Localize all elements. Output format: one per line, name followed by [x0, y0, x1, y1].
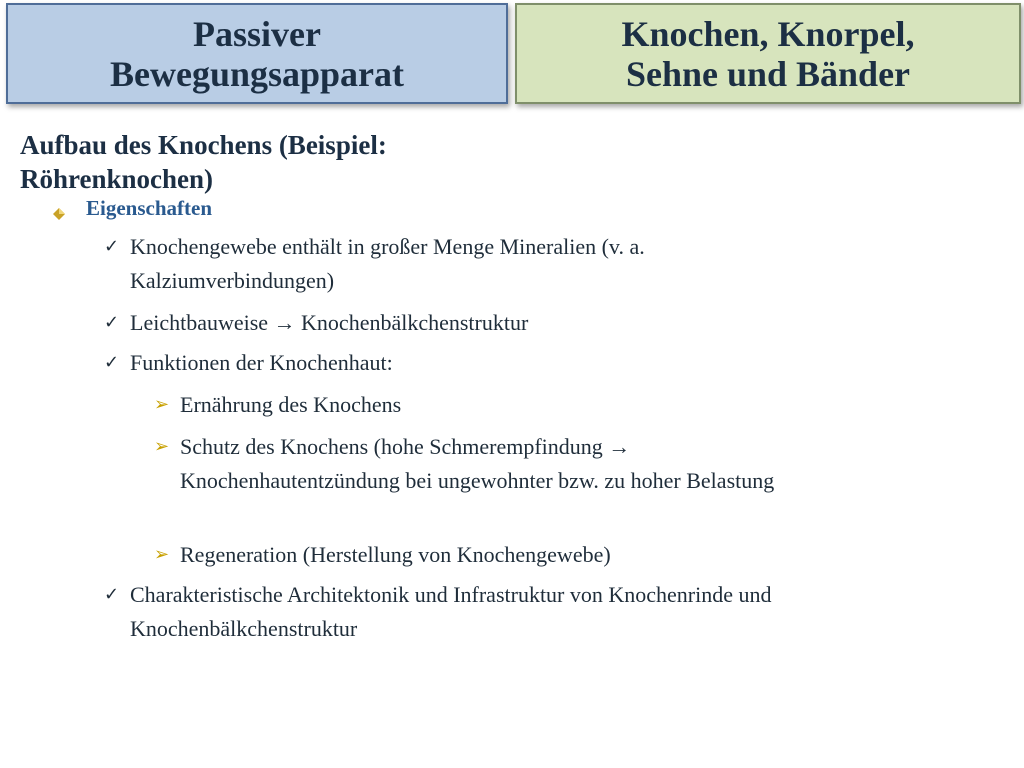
- arrow-bullet-icon: ➢: [154, 436, 170, 457]
- header-right-title-line1: Knochen, Knorpel,: [621, 13, 915, 54]
- check-icon: ✓: [104, 352, 120, 373]
- header-right-box: [515, 3, 1021, 104]
- header-right-title-line2: Sehne und Bänder: [625, 53, 911, 94]
- check-icon: ✓: [104, 584, 120, 605]
- list-item: [154, 388, 954, 422]
- list-item-text: Ernährung des Knochens: [180, 392, 402, 417]
- header-left-box: [6, 3, 508, 104]
- list-item-text: Funktionen der Knochenhaut:: [130, 350, 393, 375]
- section-title: Aufbau des Knochens (Beispiel: Röhrenknochen): [20, 130, 387, 194]
- list-item-text: Regeneration (Herstellung von Knochengewebe): [180, 542, 611, 567]
- list-item: [104, 346, 964, 380]
- list-heading-label: Eigenschaften: [86, 196, 212, 220]
- list-heading: [52, 196, 212, 221]
- list-item-text: Schutz des Knochens (hohe Schmerempfindung → Knochenhautentzündung bei ungewohnter bzw. zu hoher Belastung: [180, 434, 775, 493]
- header-left-title: Passiver Bewegungsapparat: [109, 13, 405, 94]
- check-icon: ✓: [104, 236, 120, 257]
- list-item: [154, 430, 844, 498]
- list-item: [104, 306, 964, 340]
- arrow-bullet-icon: ➢: [154, 544, 170, 565]
- list-item: [104, 230, 824, 298]
- header-right-title: [621, 14, 914, 94]
- arrow-bullet-icon: ➢: [154, 394, 170, 415]
- list-item-text: Leichtbauweise → Knochenbälkchenstruktur: [130, 310, 529, 335]
- list-item-text: Knochengewebe enthält in großer Menge Mineralien (v. a. Kalziumverbindungen): [130, 234, 645, 293]
- diamond-bullet-icon: [52, 202, 66, 216]
- list-item: [104, 578, 934, 646]
- list-item: [154, 538, 954, 572]
- list-item-text: Charakteristische Architektonik und Infrastruktur von Knochenrinde und Knochenbälkchenstruktur: [130, 582, 772, 641]
- check-icon: ✓: [104, 312, 120, 333]
